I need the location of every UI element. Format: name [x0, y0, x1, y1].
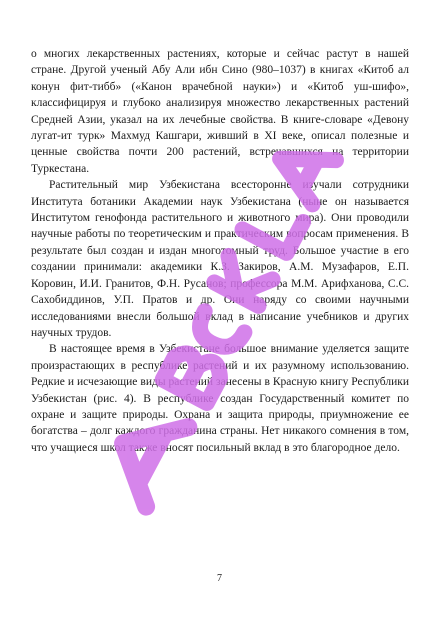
page-text — [31, 46, 409, 456]
paragraph-1: о многих лекарственных растениях, которые и сейчас растут в нашей стране. Другой ученый Абу Али ибн Сино (980–1037) в книгах «Китоб ал конун фит-тибб» («Канон врачебной науки») и «Китоб уш-шифо», классифицируя и глубоко анализируя множество лекарственных растений Средней Азии, указал на их лечебные свойства. В книге-словаре «Девону лугат-ит турк» Махмуд Кашгари, живший в XI веке, описал полезные и ценные свойства почти 200 растений, встречавшихся на территории Туркестана. — [31, 48, 409, 175]
paragraph-2: Растительный мир Узбекистана всесторонне изучали сотрудники Института ботаники Академии наук Узбекистана (ныне он называется Институтом генофонда растительного и животного мира). Они проводили научные работы по теоретическим и практическим вопросам применения. В результате был создан и издан многотомный труд. Большое участие в его создании принимали: академики К.З. Закиров, А.М. Музафаров, Е.П. Коровин, И.И. Гранитов, Ф.Н. Русанов; профессора М.М. Арифханова, С.С. Сахобиддинов, У.П. Пратов и др. Они наряду со своими научными исследованиями внесли большой вклад в написание учебников и других научных трудов. — [31, 179, 409, 339]
paragraph-3: В настоящее время в Узбекистане большое внимание уделяется защите произрастающих в республике растений и их разумному использованию. Редкие и исчезающие виды растений занесены в Красную книгу Республики Узбекистан (рис. 4). В республике создан Государственный комитет по охране и защите природы. Охрана и защита природы, приумножение ее богатства – долг каждого гражданина страны. Нет никакого сомнения в том, что учащиеся школ также вносят посильный вклад в это благородное дело. — [31, 343, 409, 454]
page-number: 7 — [217, 573, 222, 584]
